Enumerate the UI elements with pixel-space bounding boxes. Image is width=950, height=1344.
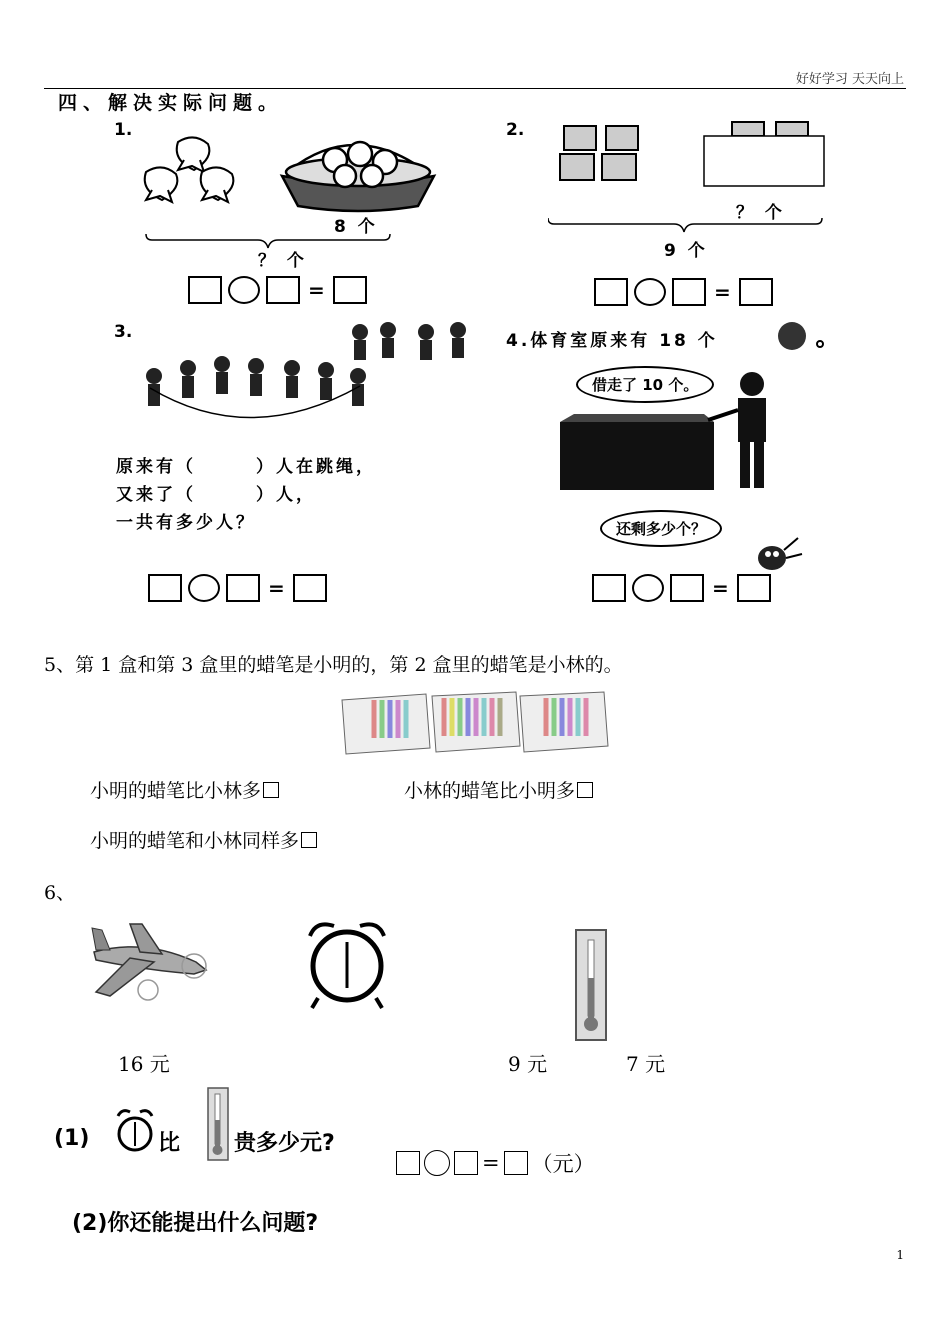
q6-sub2: (2)你还能提出什么问题? (72, 1211, 319, 1236)
q2-box-label: ？ 个 (736, 203, 785, 223)
q2-illustration (548, 116, 838, 236)
price-thermometer: 7 元 (626, 1052, 666, 1076)
q5-option-3: 小明的蜡笔和小林同样多 (90, 826, 317, 853)
q1-total-label: 8 个 (334, 217, 378, 237)
q1-number: 1. (114, 120, 133, 140)
q1-equation (188, 276, 367, 304)
answer-box[interactable] (266, 276, 300, 304)
answer-box[interactable] (739, 278, 773, 306)
small-creature-icon (744, 530, 808, 576)
checkbox[interactable] (301, 832, 317, 848)
q3-number: 3. (114, 322, 133, 342)
alarm-clock-icon (300, 916, 394, 1012)
equals-sign: = (712, 576, 729, 600)
answer-box[interactable] (396, 1151, 420, 1175)
ball-icon (770, 322, 840, 352)
q3-line1: 原来有（ ）人在跳绳， (116, 457, 376, 477)
price-clock: 9 元 (508, 1052, 548, 1076)
page-number: 1 (896, 1248, 904, 1262)
equals-sign: = (482, 1151, 500, 1175)
crayon-box-2 (432, 692, 520, 752)
q3-equation (148, 574, 327, 602)
q3-line3: 一共有多少人？ (116, 513, 256, 533)
answer-box[interactable] (670, 574, 704, 602)
airplane-icon (90, 918, 210, 1004)
answer-box[interactable] (594, 278, 628, 306)
q4-illustration (556, 370, 816, 500)
q5-text: 5、第 1 盒和第 3 盒里的蜡笔是小明的，第 2 盒里的蜡笔是小林的。 (44, 654, 623, 676)
checkbox[interactable] (577, 782, 593, 798)
small-thermometer-icon (206, 1086, 230, 1162)
answer-box[interactable] (226, 574, 260, 602)
q4-bubble-borrowed: 借走了 10 个。 (576, 366, 714, 403)
crayon-boxes-illustration (340, 688, 612, 760)
q4-equation (592, 574, 771, 602)
q2-equation (594, 278, 773, 306)
q4-bubble-remaining: 还剩多少个？ (600, 510, 722, 547)
crayon-box-1 (342, 694, 430, 754)
q5-option-2: 小林的蜡笔比小明多 (404, 776, 593, 803)
operator-circle[interactable] (634, 278, 666, 306)
answer-box[interactable] (188, 276, 222, 304)
checkbox[interactable] (263, 782, 279, 798)
q4-title: 4.体育室原来有 18 个 (506, 331, 718, 351)
answer-box[interactable] (333, 276, 367, 304)
q3-line2: 又来了（ ）人， (116, 485, 316, 505)
q1-illustration (130, 120, 440, 250)
unit-label: （元） (531, 1152, 595, 1176)
q2-number: 2. (506, 120, 525, 140)
q2-total-label: 9 个 (664, 241, 708, 261)
answer-box[interactable] (454, 1151, 478, 1175)
answer-box[interactable] (737, 574, 771, 602)
price-plane: 16 元 (118, 1052, 170, 1076)
thermometer-icon (574, 928, 610, 1044)
section-title: 四、解决实际问题。 (58, 92, 284, 114)
answer-box[interactable] (504, 1151, 528, 1175)
q5-option-1: 小明的蜡笔比小林多 (90, 776, 279, 803)
q6-equation (396, 1148, 595, 1178)
answer-box[interactable] (148, 574, 182, 602)
operator-circle[interactable] (188, 574, 220, 602)
operator-circle[interactable] (632, 574, 664, 602)
answer-box[interactable] (293, 574, 327, 602)
q6-sub1-number: (1) (54, 1126, 90, 1151)
header-text: 好好学习 天天向上 (795, 72, 904, 87)
equals-sign: = (268, 576, 285, 600)
answer-box[interactable] (592, 574, 626, 602)
q1-question-label: ？ 个 (258, 251, 307, 271)
small-alarm-clock-icon (114, 1106, 156, 1158)
q3-illustration (136, 318, 476, 428)
q6-number: 6、 (44, 882, 76, 904)
answer-box[interactable] (672, 278, 706, 306)
q6-sub1-tail: 贵多少元? (234, 1131, 335, 1156)
operator-circle[interactable] (228, 276, 260, 304)
q6-sub1-bi: 比 (158, 1131, 181, 1156)
operator-circle[interactable] (424, 1150, 450, 1176)
equals-sign: = (714, 280, 731, 304)
crayon-box-3 (520, 692, 608, 752)
equals-sign: = (308, 278, 325, 302)
